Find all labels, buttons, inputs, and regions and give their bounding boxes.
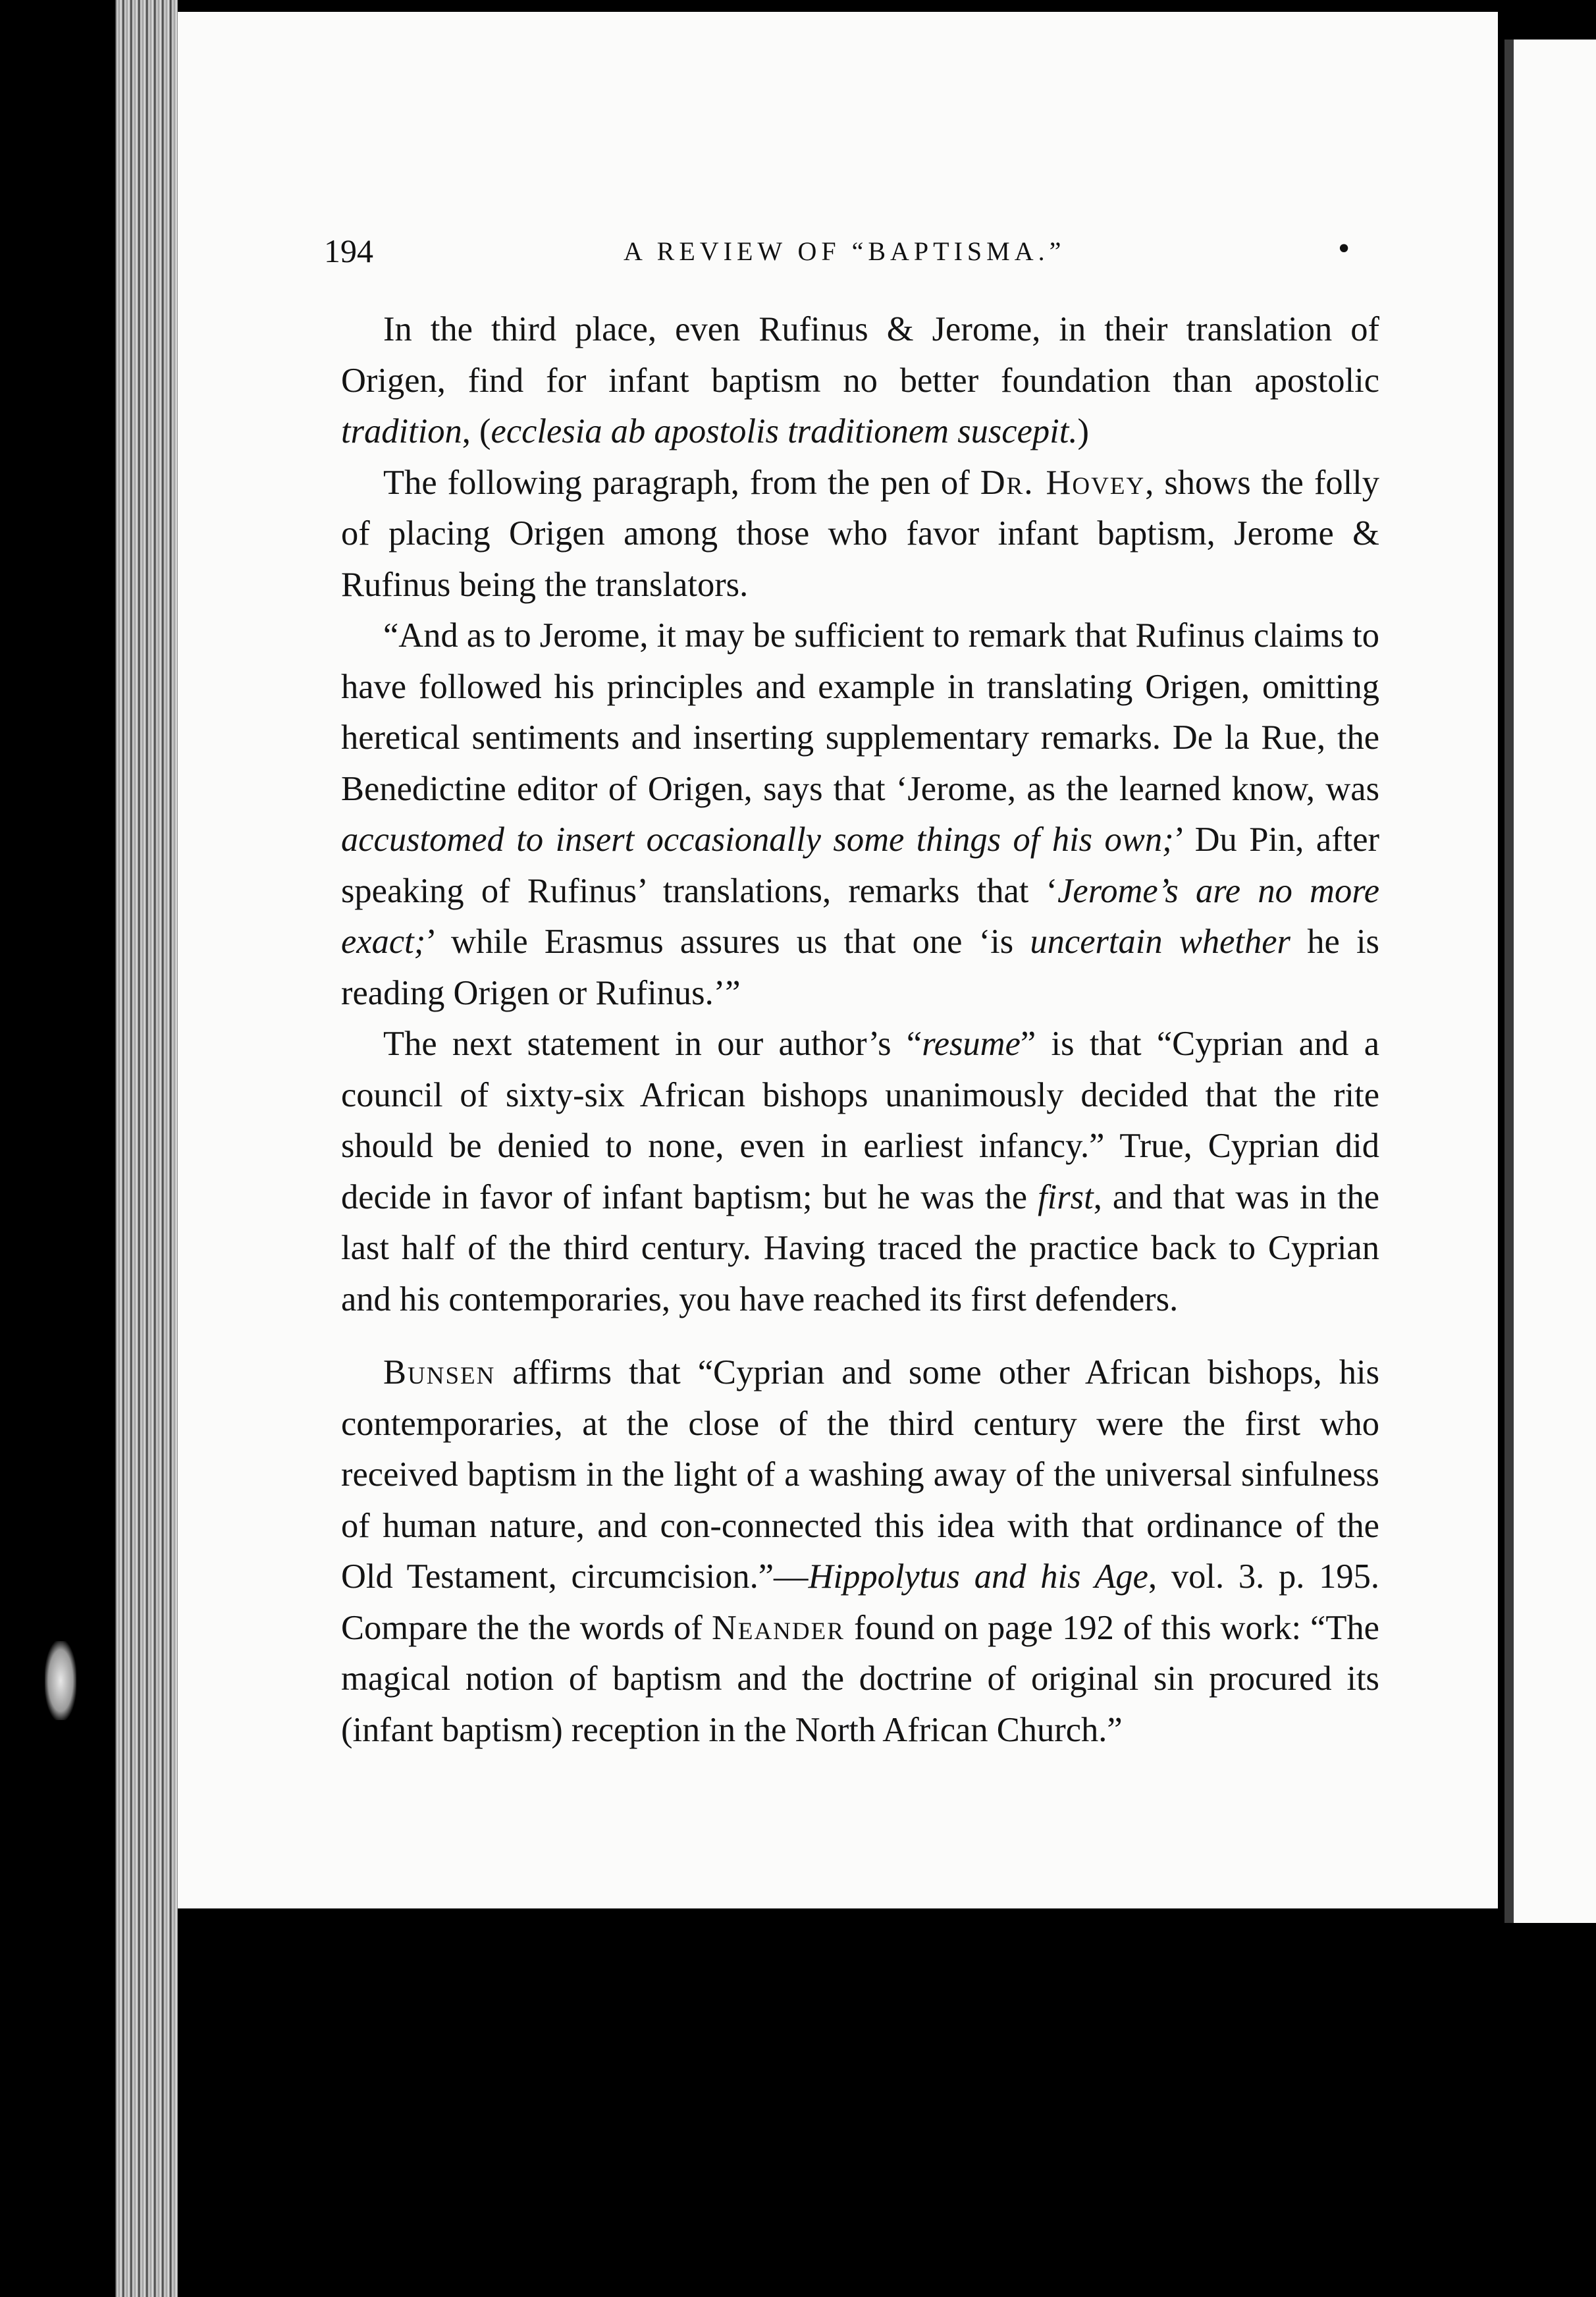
text-run: , shows the folly of placing Origen among those who favor infant baptism, Jerome & Rufinus being the translators. <box>341 463 1379 604</box>
paragraph <box>341 458 1379 611</box>
text-run: In the third place, even Rufinus & Jerome, in their translation of Origen, find for infant baptism no better foundation than apostolic <box>341 310 1379 400</box>
italic-run: accustomed to insert occasionally some things of his own; <box>341 821 1174 859</box>
running-title: A REVIEW OF “BAPTISMA.” <box>624 236 1066 266</box>
text-run: found on page 192 of this work: “The magical notion of baptism and the doctrine of original sin procured its (infant baptism) reception in the North African Church.” <box>341 1608 1379 1749</box>
text-run: ’ Du Pin, after speaking of Rufinus’ translations, remarks that ‘ <box>341 821 1379 910</box>
italic-run: uncertain whether <box>1030 923 1290 961</box>
paragraph <box>341 610 1379 1019</box>
small-caps-name: Dr. Hovey <box>980 463 1146 502</box>
running-head <box>324 232 1377 271</box>
text-run: , ( <box>462 412 491 450</box>
header-ornament: • <box>1338 230 1350 267</box>
text-run: ’ while Erasmus assures us that one ‘is <box>425 923 1030 961</box>
book-page-edges <box>115 0 178 2297</box>
italic-run: tradition <box>341 412 462 450</box>
page-number: 194 <box>324 232 373 269</box>
italic-run: resume <box>922 1025 1021 1063</box>
paragraph <box>341 304 1379 458</box>
text-run: The following paragraph, from the pen of <box>383 463 980 502</box>
small-caps-name: Bunsen <box>383 1353 496 1392</box>
facing-page-edge <box>1504 40 1596 1923</box>
text-run: he is reading Origen or Rufinus.’” <box>341 923 1379 1012</box>
paragraph <box>341 1347 1379 1756</box>
italic-run: ecclesia ab apostolis traditionem suscepit. <box>491 412 1078 450</box>
small-caps-name: Neander <box>711 1608 845 1647</box>
text-run: ) <box>1077 412 1089 450</box>
text-run: , vol. 3. p. 195. Compare the the words of <box>341 1557 1379 1647</box>
paragraph <box>341 1019 1379 1325</box>
text-run: ” is that “Cyprian and a council of sixty-six African bishops unanimously decided that the rite should be denied to none, even in earliest infancy.” True, Cyprian did decide in favor of infant baptism; but he was the <box>341 1025 1379 1216</box>
text-run: , and that was in the last half of the third century. Having traced the practice back to Cyprian and his contemporaries, you have reached its first defenders. <box>341 1177 1379 1318</box>
paper-blemish <box>45 1641 76 1720</box>
body-text <box>341 304 1379 1756</box>
italic-run: Hippolytus and his Age <box>808 1557 1148 1596</box>
italic-run: Jerome’s are no more exact; <box>341 871 1380 961</box>
italic-run: first <box>1038 1177 1094 1216</box>
text-run: affirms that “Cyprian and some other African bishops, his contemporaries, at the close of the third century were the first who received baptism in the light of a washing away of the universal sinfulness of human nature, and con-connected this idea with that ordinance of the Old Testament, circumcision.”— <box>341 1353 1379 1596</box>
text-run: The next statement in our author’s “ <box>383 1025 922 1063</box>
text-run: “And as to Jerome, it may be sufficient to remark that Rufinus claims to have followed his principles and example in translating Origen, omitting heretical sentiments and inserting supplementary remarks. De la Rue, the Benedictine editor of Origen, says that ‘Jerome, as the learned know, was <box>341 616 1379 808</box>
